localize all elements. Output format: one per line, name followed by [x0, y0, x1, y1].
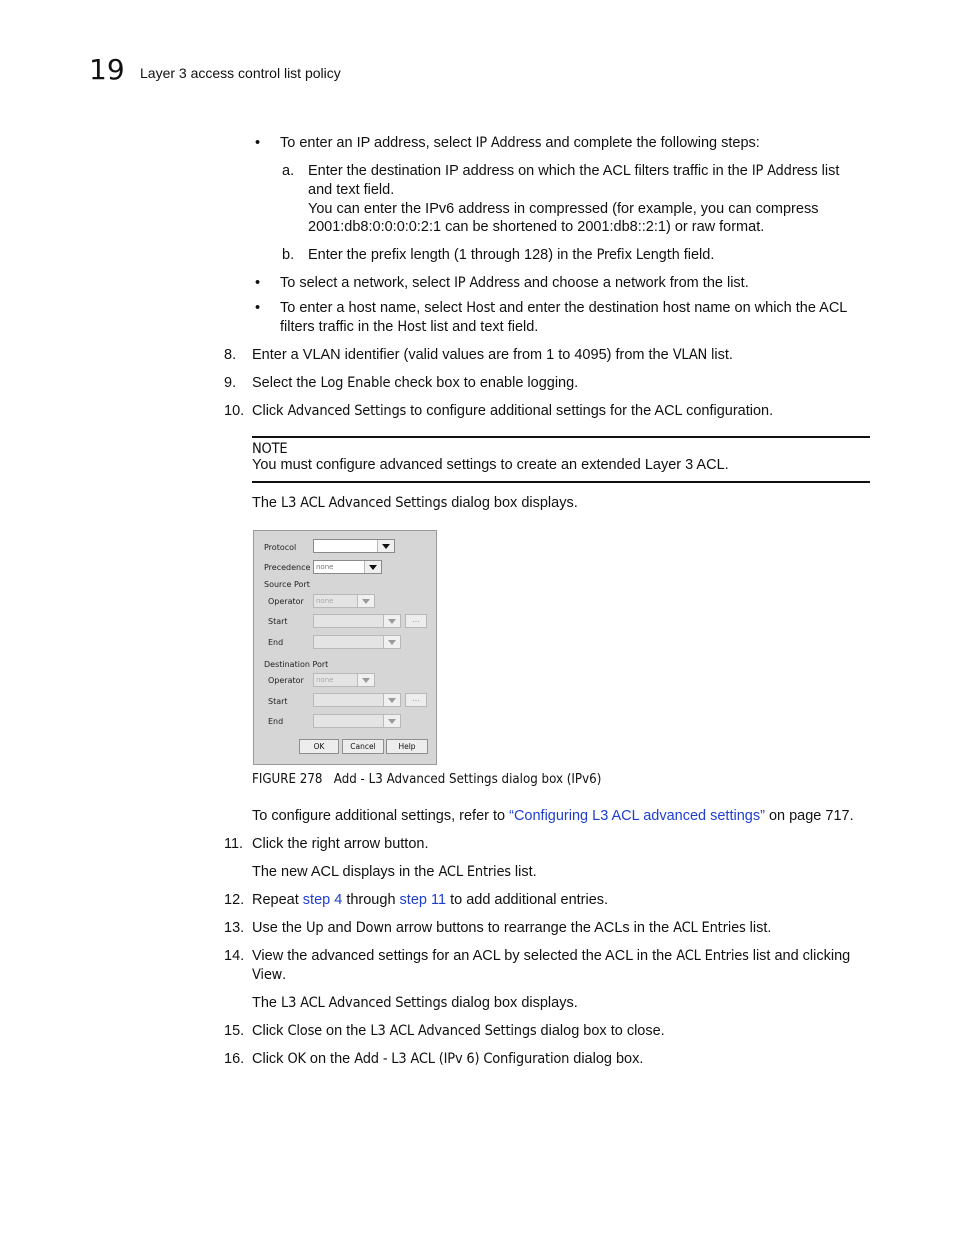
step-number: 16. [224, 1051, 245, 1067]
source-end-combobox[interactable] [313, 635, 401, 649]
substep-a-line2: and text field. [308, 182, 395, 198]
step-number: 11. [224, 836, 244, 852]
step-12-text: Repeat step 4 through step 11 to add additional entries. [252, 892, 609, 908]
destination-start-combobox[interactable] [313, 693, 401, 707]
chevron-down-icon [377, 540, 394, 552]
refer-text: To configure additional settings, refer to “Configuring L3 ACL advanced settings” on page 717. [252, 808, 854, 824]
source-operator-label: Operator [268, 597, 304, 606]
step-11-text: Click the right arrow button. [252, 836, 429, 852]
source-start-browse-button[interactable]: ... [405, 614, 427, 628]
destination-operator-label: Operator [268, 676, 304, 685]
chevron-down-icon [357, 674, 374, 686]
l3-advanced-settings-dialog [253, 530, 437, 765]
destination-operator-combobox[interactable]: none [313, 673, 375, 687]
chevron-down-icon [364, 561, 381, 573]
note-bottom-rule [252, 481, 870, 483]
source-start-label: Start [268, 617, 288, 626]
destination-end-combobox[interactable] [313, 714, 401, 728]
step-14-line2: View. [252, 967, 287, 983]
step-11-result: The new ACL displays in the ACL Entries list. [252, 864, 537, 880]
chapter-title: Layer 3 access control list policy [140, 65, 341, 81]
bullet-host-line2: filters traffic in the Host list and text field. [280, 319, 539, 335]
step-15-text: Click Close on the L3 ACL Advanced Settings dialog box to close. [252, 1023, 665, 1039]
step-number: 12. [224, 892, 245, 908]
step-14-line1: View the advanced settings for an ACL by selected the ACL in the ACL Entries list and clicking [252, 948, 851, 964]
chapter-number: 19 [89, 53, 125, 86]
chevron-down-icon [357, 595, 374, 607]
step-number: 14. [224, 948, 245, 964]
substep-a-marker: a. [282, 163, 295, 179]
bullet-dot: • [255, 275, 261, 291]
help-button[interactable]: Help [386, 739, 428, 754]
substep-a-line4: 2001:db8:0:0:0:0:2:1 can be shortened to 2001:db8::2:1) or raw format. [308, 219, 765, 235]
note-top-rule [252, 436, 870, 438]
step-13-text: Use the Up and Down arrow buttons to rearrange the ACLs in the ACL Entries list. [252, 920, 772, 936]
step-number: 15. [224, 1023, 245, 1039]
protocol-combobox[interactable] [313, 539, 395, 553]
bullet-host-line1: To enter a host name, select Host and enter the destination host name on which the ACL [280, 300, 848, 316]
substep-a-line1: Enter the destination IP address on which the ACL filters traffic in the IP Address list [308, 163, 840, 179]
step-number: 9. [224, 375, 237, 391]
destination-start-browse-button[interactable]: ... [405, 693, 427, 707]
bullet-network: To select a network, select IP Address and choose a network from the list. [280, 275, 749, 291]
bullet-dot: • [255, 300, 261, 316]
destination-end-label: End [268, 717, 284, 726]
destination-start-label: Start [268, 697, 288, 706]
source-operator-combobox[interactable]: none [313, 594, 375, 608]
chevron-down-icon [383, 715, 400, 727]
substep-b-text: Enter the prefix length (1 through 128) in the Prefix Length field. [308, 247, 715, 263]
step-16-text: Click OK on the Add - L3 ACL (IPv 6) Configuration dialog box. [252, 1051, 644, 1067]
source-start-combobox[interactable] [313, 614, 401, 628]
substep-a-line3: You can enter the IPv6 address in compressed (for example, you can compress [308, 201, 819, 217]
chevron-down-icon [383, 636, 400, 648]
bullet-dot: • [255, 135, 261, 151]
step-10-text: Click Advanced Settings to configure additional settings for the ACL configuration. [252, 403, 774, 419]
precedence-label: Precedence [264, 563, 311, 572]
protocol-label: Protocol [264, 543, 297, 552]
source-port-label: Source Port [264, 580, 310, 589]
dialog-displays-text-2: The L3 ACL Advanced Settings dialog box displays. [252, 995, 578, 1011]
bullet-ip-address: To enter an IP address, select IP Address and complete the following steps: [280, 135, 760, 151]
precedence-combobox[interactable]: none [313, 560, 382, 574]
step-4-link[interactable]: step 4 [302, 892, 343, 908]
step-number: 10. [224, 403, 245, 419]
configuring-l3-acl-link[interactable]: “Configuring L3 ACL advanced settings” [509, 808, 765, 824]
dialog-displays-text: The L3 ACL Advanced Settings dialog box displays. [252, 495, 578, 511]
source-end-label: End [268, 638, 284, 647]
note-label: NOTE [252, 441, 288, 457]
cancel-button[interactable]: Cancel [342, 739, 384, 754]
destination-port-label: Destination Port [264, 660, 329, 669]
step-number: 8. [224, 347, 237, 363]
figure-caption: FIGURE 278 Add - L3 Advanced Settings dialog box (IPv6) [252, 771, 602, 787]
step-8-text: Enter a VLAN identifier (valid values are from 1 to 4095) from the VLAN list. [252, 347, 733, 363]
chevron-down-icon [383, 615, 400, 627]
note-text: You must configure advanced settings to create an extended Layer 3 ACL. [252, 457, 729, 473]
step-9-text: Select the Log Enable check box to enable logging. [252, 375, 579, 391]
step-number: 13. [224, 920, 245, 936]
step-11-link[interactable]: step 11 [399, 892, 447, 908]
ok-button[interactable]: OK [299, 739, 339, 754]
chevron-down-icon [383, 694, 400, 706]
substep-b-marker: b. [282, 247, 295, 263]
